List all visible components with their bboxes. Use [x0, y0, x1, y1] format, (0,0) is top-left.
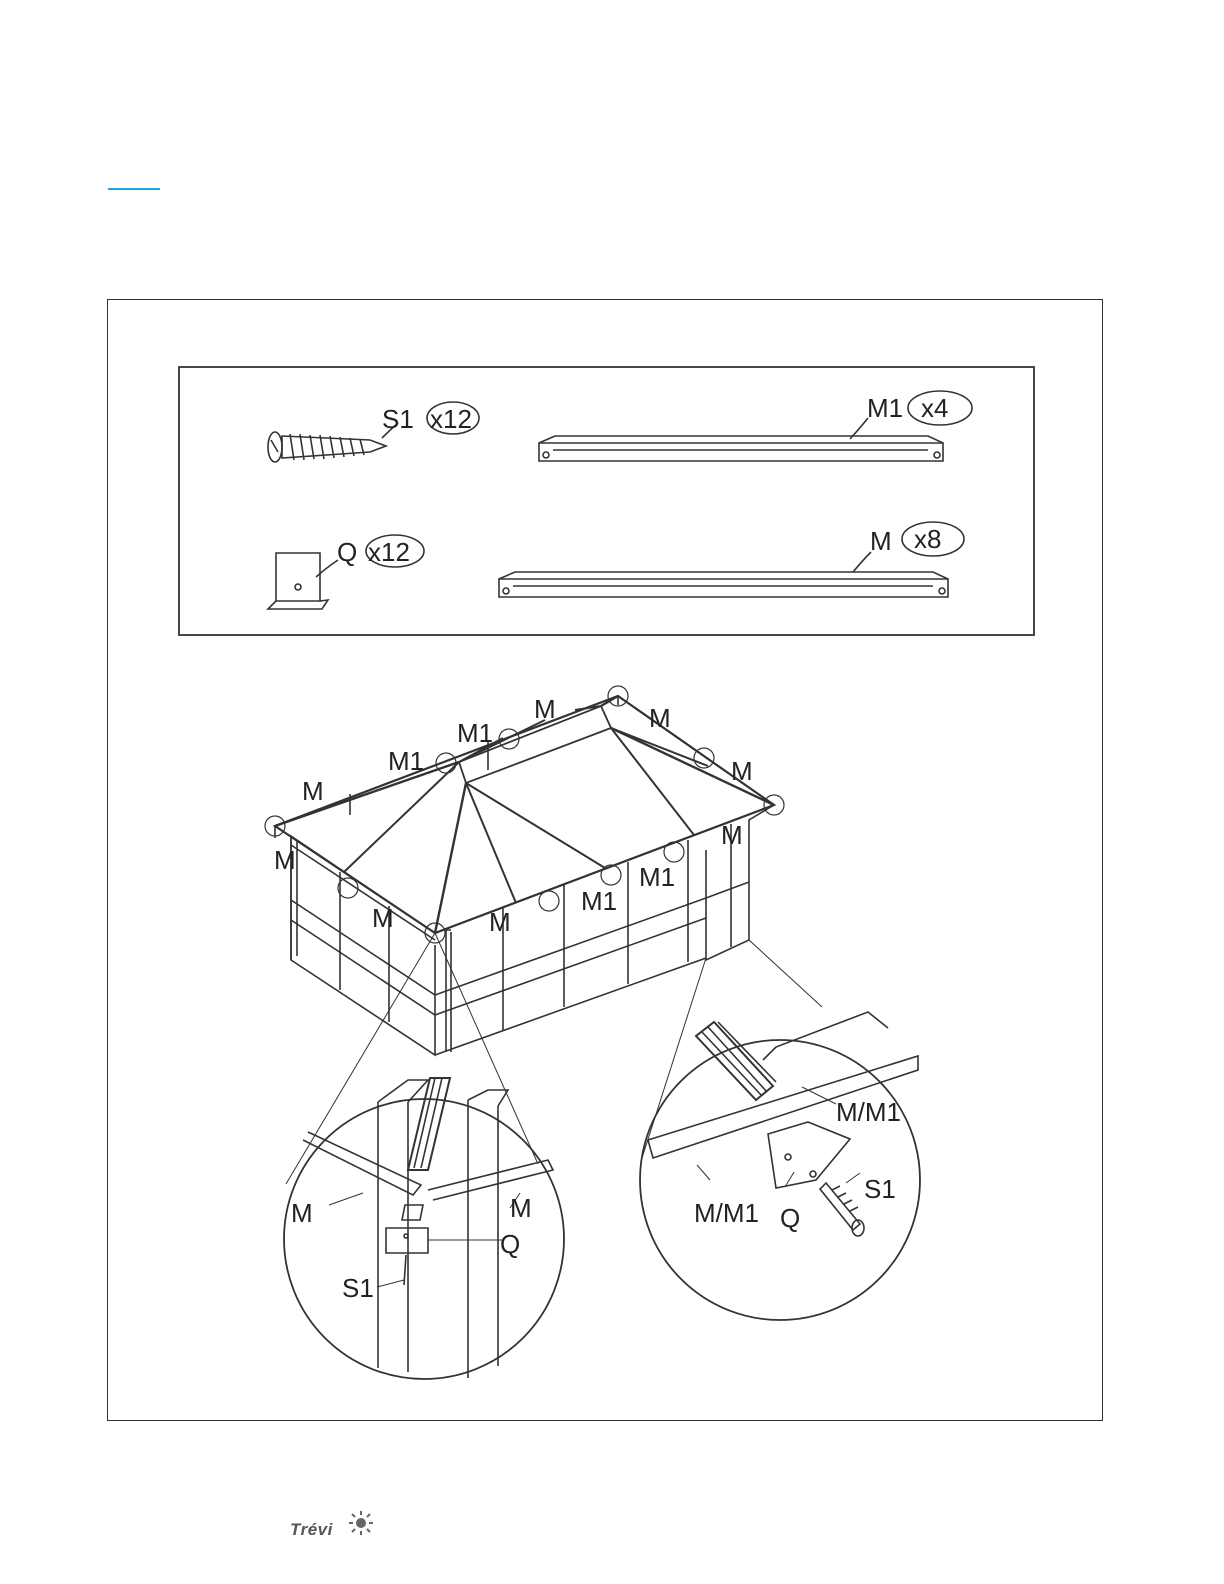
label-m-corner: M — [274, 845, 296, 875]
label-m-right-low: M — [721, 820, 743, 850]
bar-m1-qty: x4 — [921, 393, 949, 423]
label-m1-front: M1 — [581, 886, 618, 916]
label-m-right: M — [731, 756, 753, 786]
screw-code: S1 — [382, 404, 414, 434]
detail-joint-view — [640, 940, 920, 1320]
detail-label-mm1-upper: M/M1 — [836, 1097, 901, 1127]
detail-label-mm1-lower: M/M1 — [694, 1198, 759, 1228]
detail-corner-view — [284, 933, 564, 1379]
bracket-code: Q — [337, 537, 358, 567]
bar-m-leader — [853, 552, 871, 572]
label-m-left: M — [302, 776, 324, 806]
detail-label-q: Q — [500, 1229, 521, 1259]
label-m-front: M — [489, 907, 511, 937]
detail-label-m-right: M — [510, 1193, 532, 1223]
bar-m-code: M — [870, 526, 892, 556]
label-m1-front-right: M1 — [639, 862, 676, 892]
brand-logo — [290, 1510, 380, 1546]
bracket-icon — [268, 553, 328, 609]
detail-label-q-right: Q — [780, 1203, 801, 1233]
label-m-front-left: M — [372, 903, 394, 933]
label-m1-left: M1 — [388, 746, 425, 776]
bracket-qty: x12 — [368, 537, 410, 567]
bar-m1-code: M1 — [867, 393, 904, 423]
sun-icon — [348, 1510, 374, 1536]
screw-qty: x12 — [430, 404, 472, 434]
brand-name: Trévi — [290, 1520, 333, 1539]
bar-m-icon — [499, 572, 948, 597]
label-m-top-right: M — [649, 703, 671, 733]
parts-box — [179, 367, 1034, 635]
bar-m1-icon — [539, 436, 943, 461]
detail-label-m-left: M — [291, 1198, 313, 1228]
assembly-drawing — [108, 300, 1104, 1422]
accent-rule — [108, 188, 160, 190]
detail-label-s1: S1 — [342, 1273, 374, 1303]
assembly-frame — [107, 299, 1103, 1421]
label-m-top: M — [534, 694, 556, 724]
screw-icon — [268, 432, 386, 462]
bar-m-qty: x8 — [914, 524, 942, 554]
label-m1-top: M1 — [457, 718, 494, 748]
detail-label-s1-right: S1 — [864, 1174, 896, 1204]
